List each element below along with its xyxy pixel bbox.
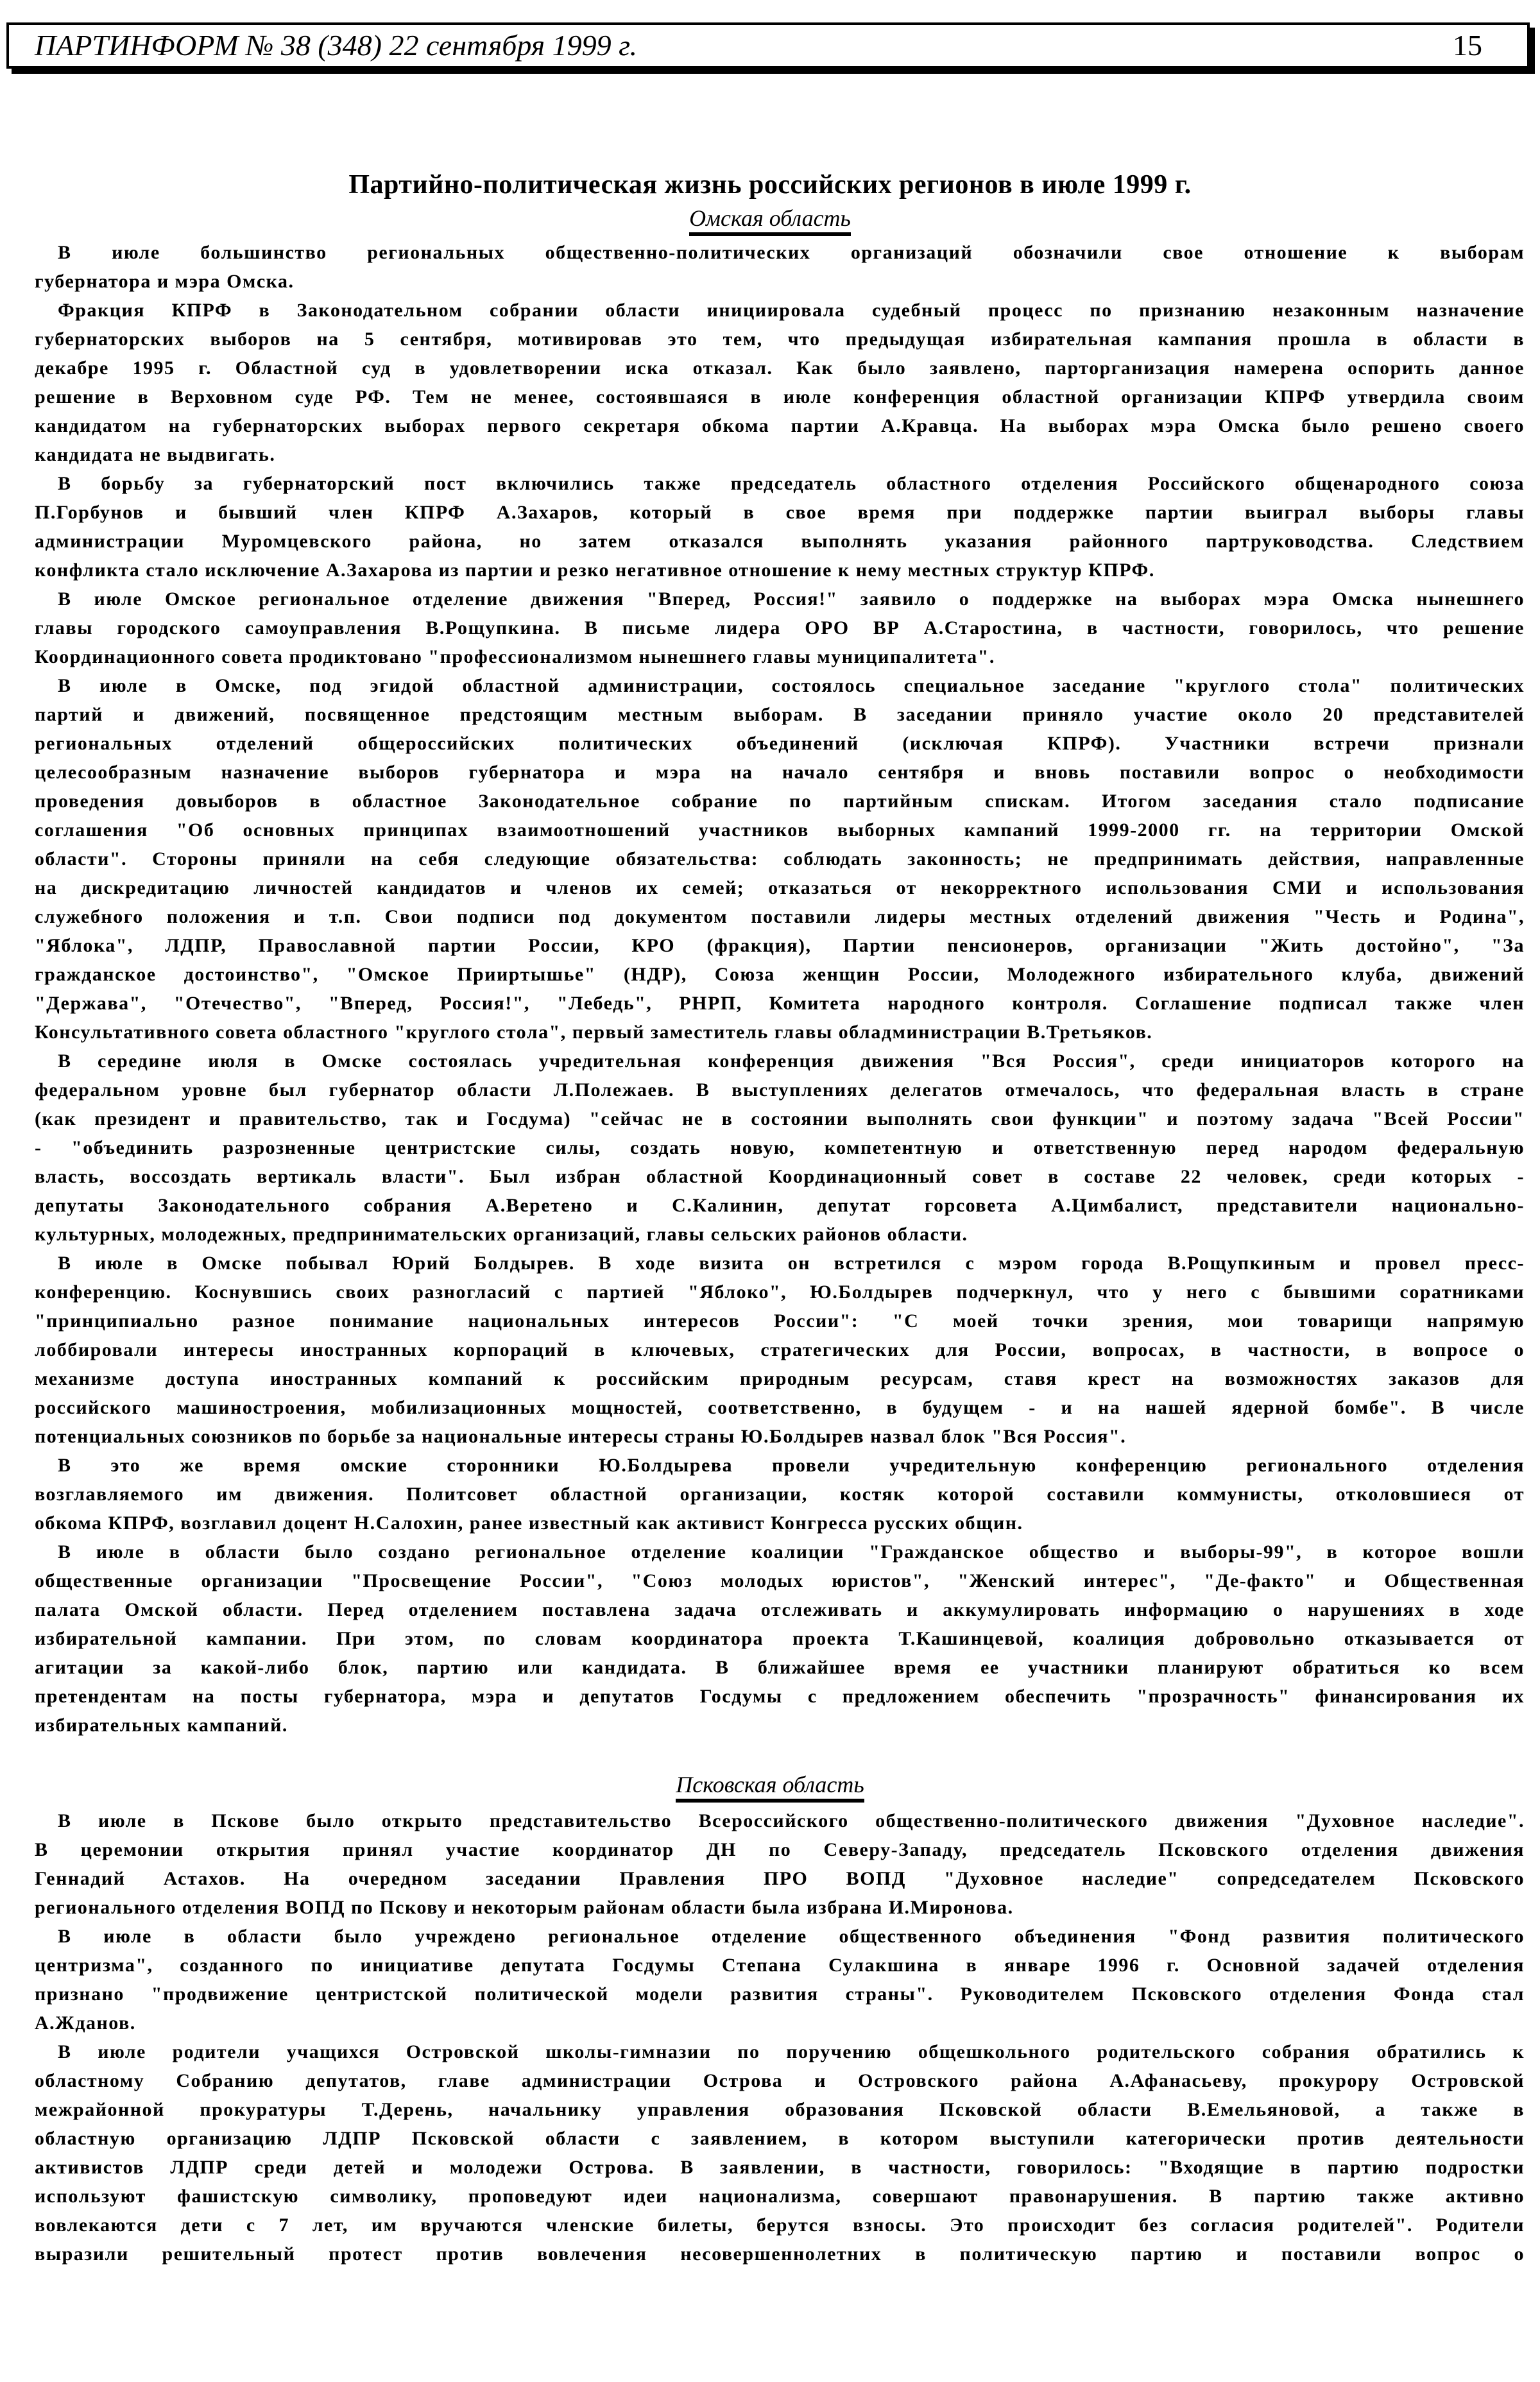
text-line: механизме доступа иностранных компаний к российским природным ресурсам, ставя крест на возможностях заказов для <box>35 1368 1525 1389</box>
text-line: А.Жданов. <box>35 2012 136 2034</box>
text-line: выразили решительный протест против вовлечения несовершеннолетних в политическую партию и поставили вопрос о <box>35 2243 1525 2265</box>
text-line: областному Собранию депутатов, главе администрации Острова и Островского района А.Афанасьеву, прокурору Островской <box>35 2070 1525 2091</box>
text-line: избирательной кампании. При этом, по словам координатора проекта Т.Кашинцевой, коалиция добровольно отказывается от <box>35 1628 1525 1649</box>
text-line: вовлекаются дети с 7 лет, им вручаются членские билеты, берутся взносы. Это происходит без согласия родителей". Родители <box>35 2215 1525 2236</box>
section-heading-text: Омская область <box>689 205 851 236</box>
page-header <box>6 22 1530 69</box>
text-line: конференцию. Коснувшись своих разногласий с партией "Яблоко", Ю.Болдырев подчеркнул, что у него с бывшими соратниками <box>35 1281 1525 1303</box>
section-body-omsk <box>35 238 1525 1740</box>
text-line: центризма", созданного по инициативе депутата Госдумы Степана Сулакшина в январе 1996 г. Основной задачей отделения <box>35 1955 1525 1976</box>
text-line: на дискредитацию личностей кандидатов и членов их семей; отказаться от некорректного использования СМИ и использования <box>35 877 1525 898</box>
text-line: решение в Верховном суде РФ. Тем не менее, состоявшаяся в июле конференция областной организации КПРФ утвердила своим <box>35 386 1525 407</box>
text-line: В июле в Омске, под эгидой областной администрации, состоялось специальное заседание "круглого стола" политических <box>58 675 1525 696</box>
paragraph <box>35 671 1525 1047</box>
text-line: области". Стороны приняли на себя следующие обязательства: соблюдать законность; не предпринимать действия, направленные <box>35 848 1525 870</box>
text-line: целесообразным назначение выборов губернатора и мэра на начало сентября и вновь поставили вопрос о необходимости <box>35 762 1525 783</box>
text-line: обкома КПРФ, возглавил доцент Н.Салохин, ранее известный как активист Конгресса русских общин. <box>35 1512 1023 1534</box>
paragraph <box>35 1249 1525 1451</box>
text-line: федеральном уровне был губернатор области Л.Полежаев. В выступлениях делегатов отмечалось, что федеральная власть в стране <box>35 1079 1525 1101</box>
text-line: "принципиально разное понимание национальных интересов России": "С моей точки зрения, мои товарищи напрямую <box>35 1310 1525 1332</box>
text-line: межрайонной прокуратуры Т.Дерень, начальнику управления образования Псковской области В.Емельяновой, а также в <box>35 2099 1525 2120</box>
text-line: В июле в области было учреждено региональное отделение общественного объединения "Фонд развития политического <box>58 1926 1525 1947</box>
paragraph <box>35 1047 1525 1249</box>
section-heading-omsk <box>0 204 1540 232</box>
text-line: регионального отделения ВОПД по Пскову и некоторым районам области была избрана И.Миронова. <box>35 1897 1014 1918</box>
text-line: признано "продвижение центристской политической модели развития страны". Руководителем Псковского отделения Фонда стал <box>35 1984 1525 2005</box>
text-line: депутаты Законодательного собрания А.Веретено и С.Калинин, депутат горсовета А.Цимбалист, представители национально- <box>35 1195 1525 1216</box>
paragraph <box>35 1806 1525 1922</box>
text-line: культурных, молодежных, предпринимательских организаций, главы сельских районов области. <box>35 1224 968 1245</box>
text-line: "Яблока", ЛДПР, Православной партии России, КРО (фракция), Партии пенсионеров, организации "Жить достойно", "За <box>35 935 1525 956</box>
text-line: используют фашистскую символику, проповедуют идеи национализма, совершают правонарушения. В партию также активно <box>35 2186 1525 2207</box>
text-line: Консультативного совета областного "круглого стола", первый заместитель главы обладминистрации В.Третьяков. <box>35 1022 1153 1043</box>
paragraph <box>35 1451 1525 1538</box>
text-line: губернатора и мэра Омска. <box>35 271 295 292</box>
text-line: Фракция КПРФ в Законодательном собрании области инициировала судебный процесс по признанию незаконным назначение <box>58 300 1525 321</box>
text-line: возглавляемого им движения. Политсовет областной организации, костяк которой составили коммунисты, отколовшиеся от <box>35 1484 1525 1505</box>
paragraph <box>35 469 1525 585</box>
text-line: Геннадий Астахов. На очередном заседании Правления ПРО ВОПД "Духовное наследие" сопредседателем Псковского <box>35 1868 1525 1889</box>
text-line: общественные организации "Просвещение России", "Союз молодых юристов", "Женский интерес", "Де-факто" и Общественная <box>35 1570 1525 1591</box>
article-title: Партийно-политическая жизнь российских регионов в июле 1999 г. <box>348 170 1192 200</box>
text-line: В борьбу за губернаторский пост включились также председатель областного отделения Российского общенародного союза <box>58 473 1525 494</box>
section-heading-text: Псковская область <box>676 1772 864 1803</box>
paragraph <box>35 1538 1525 1740</box>
text-line: кандидата не выдвигать. <box>35 444 276 465</box>
text-line: "Держава", "Отечество", "Вперед, Россия!", "Лебедь", РНРП, Комитета народного контроля. Соглашение подписал также член <box>35 993 1525 1014</box>
text-line: В июле большинство региональных общественно-политических организаций обозначили свое отношение к выборам <box>58 242 1525 263</box>
text-line: В июле Омское региональное отделение движения "Вперед, Россия!" заявило о поддержке на выборах мэра Омска нынешнего <box>58 588 1525 610</box>
text-line: соглашения "Об основных принципах взаимоотношений участников выборных кампаний 1999-2000 гг. на территории Омской <box>35 819 1525 841</box>
text-line: избирательных кампаний. <box>35 1715 288 1736</box>
text-line: губернаторских выборов на 5 сентября, мотивировав это тем, что предыдущая избирательная кампания прошла в области в <box>35 329 1525 350</box>
text-line: региональных отделений общероссийских политических объединений (исключая КПРФ). Участники встречи признали <box>35 733 1525 754</box>
text-line: кандидатом на губернаторских выборах первого секретаря обкома партии А.Кравца. На выборах мэра Омска было решено своего <box>35 415 1525 436</box>
text-line: В июле родители учащихся Островской школы-гимназии по поручению общешкольного родительского собрания обратились к <box>58 2041 1525 2062</box>
paragraph <box>35 2037 1525 2268</box>
text-line: - "объединить разрозненные центристские силы, создать новую, компетентную и ответственную перед народом федеральную <box>35 1137 1525 1158</box>
text-line: потенциальных союзников по борьбе за национальные интересы страны Ю.Болдырев назвал блок "Вся Россия". <box>35 1426 1127 1447</box>
text-line: областную организацию ЛДПР Псковской области с заявлением, в котором выступили категорически против деятельности <box>35 2128 1525 2149</box>
publication-title: ПАРТИНФОРМ № 38 (348) 22 сентября 1999 г. <box>35 29 637 62</box>
text-line: П.Горбунов и бывший член КПРФ А.Захаров, который в свое время при поддержке партии выиграл выборы главы <box>35 502 1525 523</box>
text-line: проведения довыборов в областное Законодательное собрание по партийным спискам. Итогом заседания стало подписание <box>35 791 1525 812</box>
paragraph <box>35 296 1525 469</box>
paragraph <box>35 1922 1525 2037</box>
text-line: главы городского самоуправления В.Рощупкина. В письме лидера ОРО ВР А.Старостина, в частности, говорилось, что решение <box>35 617 1525 638</box>
page-number: 15 <box>1453 29 1482 62</box>
text-line: (как президент и правительство, так и Госдума) "сейчас не в состоянии выполнять свои функции" и поэтому задача "Всей России" <box>35 1108 1525 1129</box>
text-line: лоббировали интересы иностранных корпораций в ключевых, стратегических для России, вопросах, в частности, в вопросе о <box>35 1339 1525 1360</box>
text-line: палата Омской области. Перед отделением поставлена задача отслеживать и аккумулировать информацию о нарушениях в ходе <box>35 1599 1525 1620</box>
text-line: администрации Муромцевского района, но затем отказался выполнять указания районного партруководства. Следствием <box>35 531 1525 552</box>
text-line: декабре 1995 г. Областной суд в удовлетворении иска отказал. Как было заявлено, парторганизация намерена оспорить данное <box>35 357 1525 379</box>
section-body-pskov <box>35 1806 1525 2268</box>
text-line: служебного положения и т.п. Свои подписи под документом поставили лидеры местных отделений движения "Честь и Родина", <box>35 906 1525 927</box>
section-heading-pskov <box>0 1770 1540 1799</box>
text-line: партий и движений, посвященное предстоящим местным выборам. В заседании приняло участие около 20 представителей <box>35 704 1525 725</box>
text-line: В церемонии открытия принял участие координатор ДН по Северу-Западу, председатель Псковского отделения движения <box>35 1839 1525 1860</box>
paragraph <box>35 585 1525 671</box>
text-line: Координационного совета продиктовано "профессионализмом нынешнего главы муниципалитета". <box>35 646 995 667</box>
text-line: В это же время омские сторонники Ю.Болдырева провели учредительную конференцию регионального отделения <box>58 1455 1525 1476</box>
text-line: В июле в Пскове было открыто представительство Всероссийского общественно-политического движения "Духовное наследие". <box>58 1810 1525 1831</box>
text-line: претендентам на посты губернатора, мэра и депутатов Госдумы с предложением обеспечить "прозрачность" финансирования их <box>35 1686 1525 1707</box>
text-line: власть, воссоздать вертикаль власти". Был избран областной Координационный совет в составе 22 человек, среди которых - <box>35 1166 1525 1187</box>
text-line: В июле в Омске побывал Юрий Болдырев. В ходе визита он встретился с мэром города В.Рощупкиным и провел пресс- <box>58 1253 1525 1274</box>
text-line: В июле в области было создано региональное отделение коалиции "Гражданское общество и выборы-99", в которое вошли <box>58 1541 1525 1563</box>
text-line: российского машиностроения, мобилизационных мощностей, соответственно, в будущем - и на нашей ядерной бомбе". В числе <box>35 1397 1525 1418</box>
text-line: конфликта стало исключение А.Захарова из партии и резко негативное отношение к нему местных структур КПРФ. <box>35 560 1155 581</box>
text-line: агитации за какой-либо блок, партию или кандидата. В ближайшее время ее участники планируют обратиться ко всем <box>35 1657 1525 1678</box>
text-line: активистов ЛДПР среди детей и молодежи Острова. В заявлении, в частности, говорилось: "Входящие в партию подростки <box>35 2157 1525 2178</box>
text-line: В середине июля в Омске состоялась учредительная конференция движения "Вся Россия", среди инициаторов которого на <box>58 1050 1525 1072</box>
text-line: гражданское достоинство", "Омское Прииртышье" (НДР), Союза женщин России, Молодежного избирательного клуба, движений <box>35 964 1525 985</box>
paragraph <box>35 238 1525 296</box>
